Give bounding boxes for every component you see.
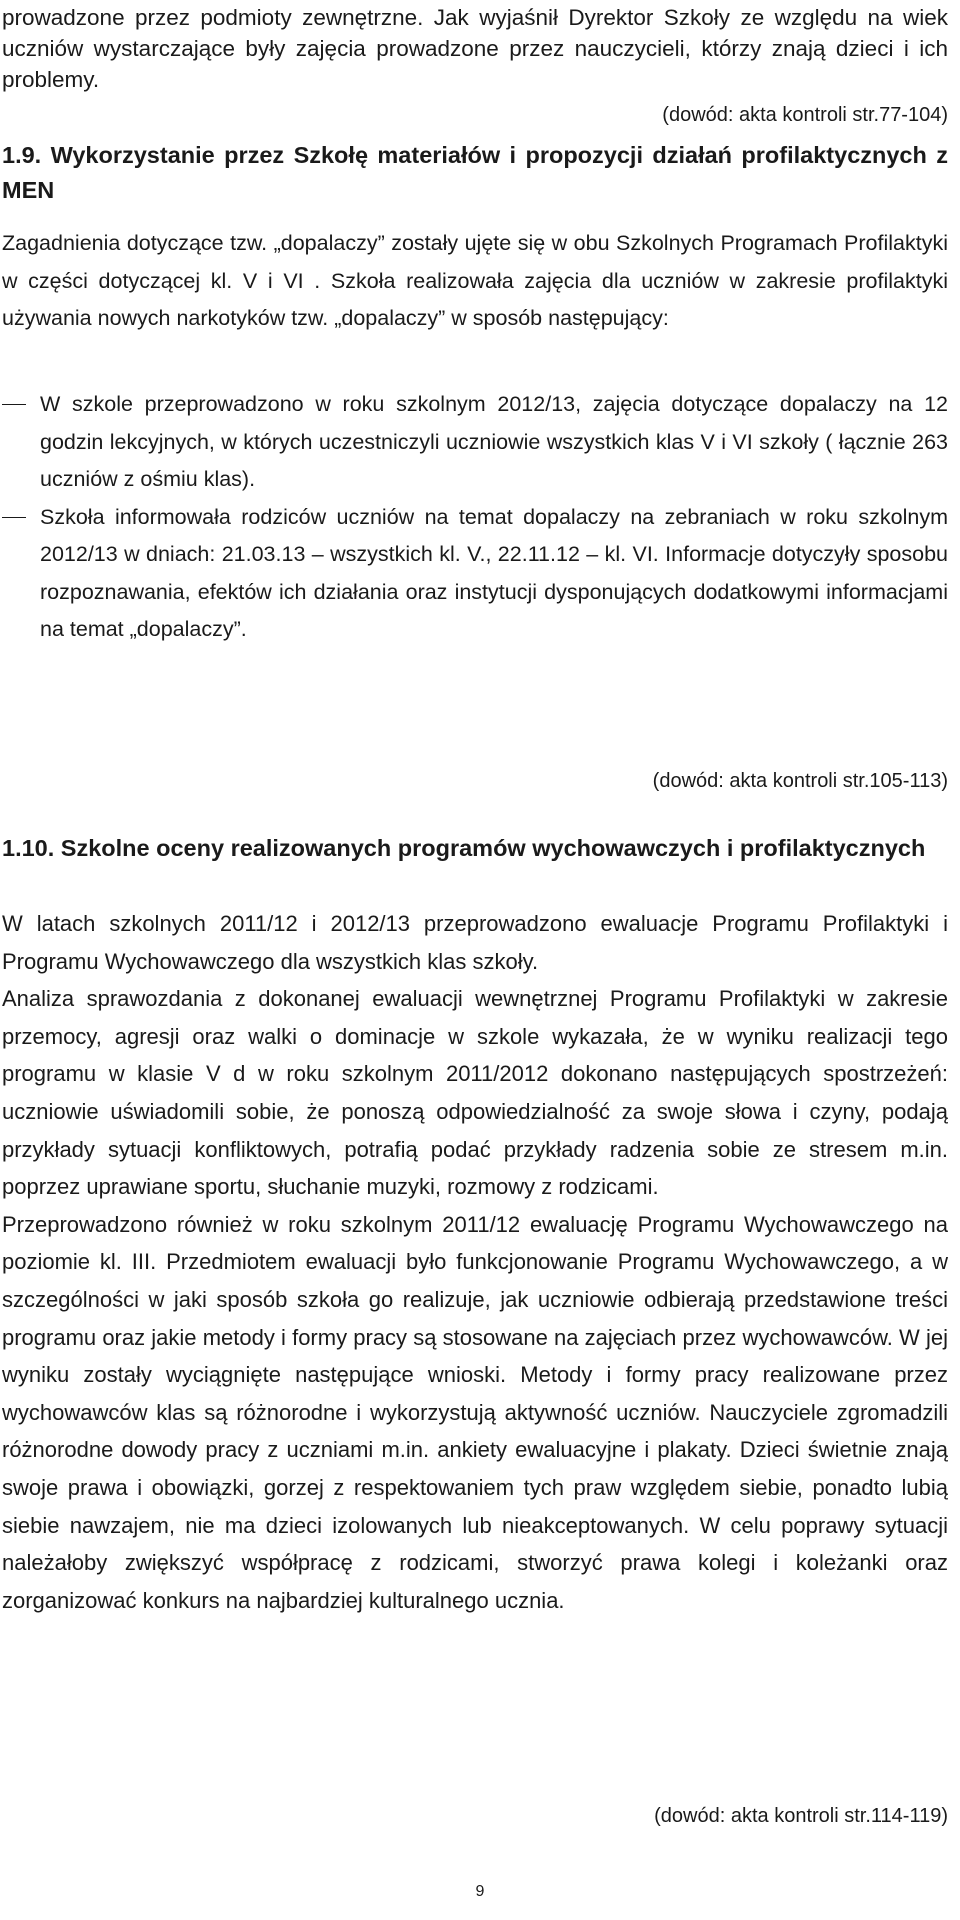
intro-paragraph: prowadzone przez podmioty zewnętrzne. Jak wyjaśnił Dyrektor Szkoły ze względu na wiek uczniów wystarczające były zajęcia prowadzone przez nauczycieli, którzy znają dzieci i ich problemy. xyxy=(2,5,948,92)
section-1-10-heading: 1.10. Szkolne oceny realizowanych programów wychowawczych i profilaktycznych xyxy=(2,835,926,861)
section-1-10-paragraph-2: Analiza sprawozdania z dokonanej ewaluacji wewnętrznej Programu Profilaktyki w zakresie przemocy, agresji oraz walki o dominacje w szkole wykazała, że w wyniku realizacji tego programu w klasie V d w roku szkolnym 2011/2012 dokonano następujących spostrzeżeń: uczniowie uświadomili sobie, że ponoszą odpowiedzialność za swoje słowa i czyny, podają przykłady sytuacji konfliktowych, potrafią podać przykłady radzenia sobie ze stresem m.in. poprzez uprawiane sportu, słuchanie muzyki, rozmowy z rodzicami. xyxy=(2,986,948,1200)
dash-bullet-icon xyxy=(2,404,26,405)
dash-bullet-icon xyxy=(2,517,26,518)
section-1-9-bullet-list xyxy=(2,386,948,649)
section-1-9-paragraph: Zagadnienia dotyczące tzw. „dopalaczy” zostały ujęte się w obu Szkolnych Programach Profilaktyki w części dotyczącej kl. V i VI . Szkoła realizowała zajęcia dla uczniów w zakresie profilaktyki używania nowych narkotyków tzw. „dopalaczy” w sposób następujący: xyxy=(2,231,948,330)
evidence-note-2: (dowód: akta kontroli str.105-113) xyxy=(652,770,948,792)
section-1-10-paragraph-3: Przeprowadzono również w roku szkolnym 2011/12 ewaluację Programu Wychowawczego na poziomie kl. III. Przedmiotem ewaluacji było funkcjonowanie Programu Wychowawczego, a w szczególności w jaki sposób szkoła go realizuje, jak uczniowie odbierają przedstawione treści programu oraz jakie metody i formy pracy są stosowane na zajęciach przez wychowawców. W jej wyniku zostały wyciągnięte następujące wnioski. Metody i formy pracy realizowane przez wychowawców klas są różnorodne i wykorzystują aktywność uczniów. Nauczyciele zgromadzili różnorodne dowody pracy z uczniami m.in. ankiety ewaluacyjne i plakaty. Dzieci świetnie znają swoje prawa i obowiązki, gorzej z respektowaniem tych praw względem siebie, ponadto lubią siebie nawzajem, nie ma dzieci izolowanych lub nieakceptowanych. W celu poprawy sytuacji należałoby zwiększyć współpracę z rodzicami, stworzyć prawa kolegi i koleżanki oraz zorganizować konkurs na najbardziej kulturalnego ucznia. xyxy=(2,1211,948,1613)
evidence-note-1: (dowód: akta kontroli str.77-104) xyxy=(662,104,948,126)
bullet-text: W szkole przeprowadzono w roku szkolnym 2012/13, zajęcia dotyczące dopalaczy na 12 godzin lekcyjnych, w których uczestniczyli uczniowie wszystkich klas V i VI szkoły ( łącznie 263 uczniów z ośmiu klas). xyxy=(40,392,948,491)
list-item xyxy=(2,499,948,649)
section-1-10-paragraph-1: W latach szkolnych 2011/12 i 2012/13 przeprowadzono ewaluacje Programu Profilaktyki i Programu Wychowawczego dla wszystkich klas szkoły. xyxy=(2,911,948,974)
page-number: 9 xyxy=(475,1883,485,1900)
bullet-text: Szkoła informowała rodziców uczniów na temat dopalaczy na zebraniach w roku szkolnym 2012/13 w dniach: 21.03.13 – wszystkich kl. V., 22.11.12 – kl. VI. Informacje dotyczyły sposobu rozpoznawania, efektów ich działania oraz instytucji dysponujących dodatkowymi informacjami na temat „dopalaczy”. xyxy=(40,504,948,641)
list-item xyxy=(2,386,948,499)
evidence-note-3: (dowód: akta kontroli str.114-119) xyxy=(654,1805,948,1827)
section-1-10-body xyxy=(2,905,948,1619)
section-1-9-heading: 1.9. Wykorzystanie przez Szkołę materiałów i propozycji działań profilaktycznych z MEN xyxy=(2,142,948,203)
